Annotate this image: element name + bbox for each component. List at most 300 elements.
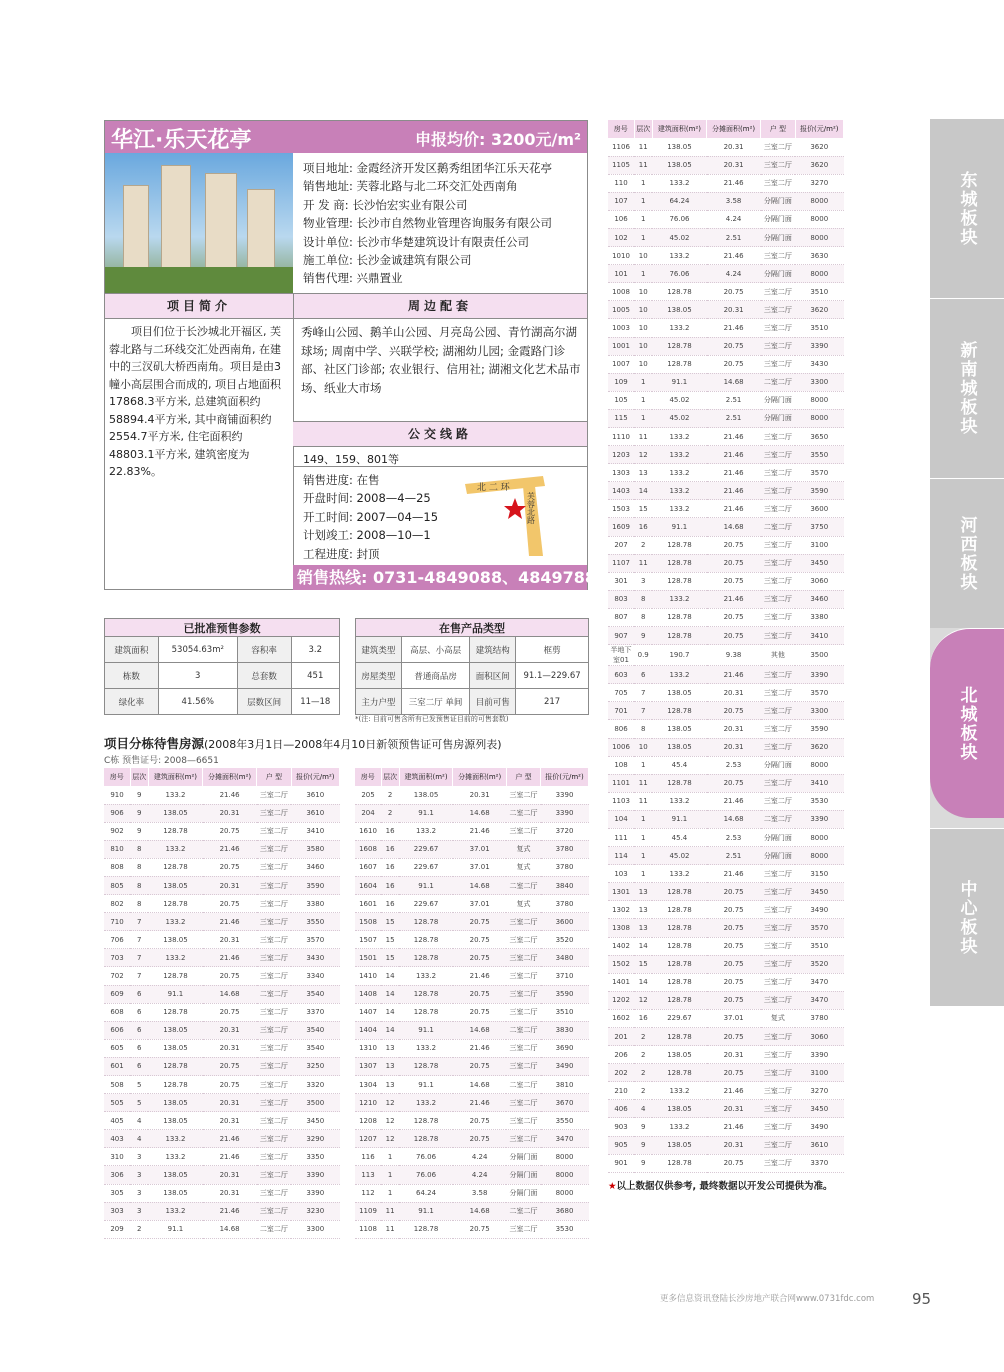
table-cell: 3490 <box>795 1118 843 1136</box>
table-cell: 91.1 <box>652 518 706 536</box>
nearby-header: 周边配套 <box>293 293 587 319</box>
table-cell: 3780 <box>795 1009 843 1027</box>
table-row <box>608 1100 844 1118</box>
table-row <box>608 590 844 608</box>
table-cell: 3480 <box>541 949 589 967</box>
table-cell: 2 <box>634 1028 652 1046</box>
table-cell: 3630 <box>795 247 843 265</box>
params-cell: 容积率 <box>237 637 291 663</box>
table-cell: 20.75 <box>203 967 257 985</box>
table-cell: 128.78 <box>399 913 453 931</box>
table-cell: 20.31 <box>707 138 761 156</box>
column-header: 层次 <box>130 768 148 786</box>
status-item: 计划竣工: 2008—10—1 <box>303 528 431 543</box>
table-cell: 45.02 <box>652 391 706 409</box>
page-number: 95 <box>912 1290 932 1308</box>
table-cell: 15 <box>634 500 652 518</box>
table-cell: 14 <box>381 1003 399 1021</box>
table-cell: 三室二厅 <box>257 1039 291 1057</box>
table-cell: 9 <box>130 786 148 804</box>
params-cell: 3 <box>158 663 237 689</box>
table-cell: 4 <box>130 1130 148 1148</box>
table-row <box>355 913 589 931</box>
table-cell: 138.05 <box>148 1021 202 1039</box>
tab-district-4[interactable]: 中心板块 <box>930 828 1004 1006</box>
table-row <box>355 858 589 876</box>
table-cell: 三室二厅 <box>257 840 291 858</box>
table-cell: 3490 <box>795 901 843 919</box>
table-cell: 2 <box>634 1046 652 1064</box>
table-cell: 21.46 <box>707 428 761 446</box>
table-cell: 8000 <box>795 409 843 427</box>
table-cell: 三室二厅 <box>761 1046 795 1064</box>
table-cell: 4.24 <box>707 265 761 283</box>
table-cell: 三室二厅 <box>257 895 291 913</box>
table-cell: 138.05 <box>652 1136 706 1154</box>
table-cell: 三室二厅 <box>506 985 540 1003</box>
table-cell: 20.75 <box>707 1064 761 1082</box>
table-cell: 13 <box>634 464 652 482</box>
table-cell: 14 <box>381 985 399 1003</box>
products-cell: 高层、小高层 <box>401 637 470 663</box>
location-map <box>465 476 585 556</box>
table-cell: 半地下室01 <box>608 645 634 666</box>
table-cell: 三室二厅 <box>761 973 795 991</box>
table-cell: 20.75 <box>453 1057 507 1075</box>
table-cell: 三室二厅 <box>761 319 795 337</box>
table-cell: 3390 <box>541 804 589 822</box>
table-cell: 三室二厅 <box>257 804 291 822</box>
products-cell: 房屋类型 <box>356 663 402 689</box>
table-row <box>608 792 844 810</box>
table-cell: 21.46 <box>707 446 761 464</box>
table-cell: 1303 <box>608 464 634 482</box>
table-cell: 三室二厅 <box>761 1082 795 1100</box>
table-cell: 1408 <box>355 985 381 1003</box>
table-row <box>104 1130 340 1148</box>
table-cell: 3550 <box>541 1112 589 1130</box>
table-cell: 37.01 <box>453 895 507 913</box>
table-row <box>608 702 844 720</box>
tab-district-1[interactable]: 新南城板块 <box>930 298 1004 478</box>
table-row <box>608 756 844 774</box>
table-cell: 128.78 <box>652 572 706 590</box>
project-price: 申报均价: 3200元/m² <box>414 130 581 149</box>
table-cell: 128.78 <box>652 702 706 720</box>
column-header: 报价(元/m²) <box>541 768 589 786</box>
table-cell: 113 <box>355 1166 381 1184</box>
table-row <box>608 991 844 1009</box>
table-row <box>608 572 844 590</box>
table-row <box>608 464 844 482</box>
table-row <box>608 973 844 991</box>
table-cell: 20.75 <box>707 608 761 626</box>
table-cell: 3610 <box>291 786 339 804</box>
table-cell: 1604 <box>355 876 381 894</box>
project-info-item: 物业管理: 长沙市自然物业管理咨询服务有限公司 <box>303 216 553 231</box>
table-cell: 15 <box>634 955 652 973</box>
table-cell: 128.78 <box>148 1057 202 1075</box>
table-cell: 3570 <box>795 684 843 702</box>
table-cell: 133.2 <box>652 666 706 684</box>
table-cell: 20.31 <box>707 720 761 738</box>
table-cell: 1 <box>634 756 652 774</box>
table-cell: 三室二厅 <box>761 554 795 572</box>
table-cell: 三室二厅 <box>506 1094 540 1112</box>
table-row <box>355 786 589 804</box>
table-cell: 分隔门面 <box>506 1148 540 1166</box>
table-cell: 1407 <box>355 1003 381 1021</box>
table-cell: 605 <box>104 1039 130 1057</box>
table-cell: 3500 <box>291 1094 339 1112</box>
footer-text: 更多信息资讯登陆长沙房地产联合网www.0731fdc.com <box>660 1294 875 1304</box>
map-road-furong: 芙蓉北路 <box>526 492 536 524</box>
table-cell: 101 <box>608 265 634 283</box>
table-cell: 128.78 <box>652 919 706 937</box>
table-cell: 107 <box>608 192 634 210</box>
tab-district-2[interactable]: 河西板块 <box>930 478 1004 628</box>
products-cell: 三室二厅 单间 <box>401 689 470 715</box>
table-cell: 133.2 <box>652 865 706 883</box>
table-cell: 133.2 <box>399 967 453 985</box>
table-cell: 205 <box>355 786 381 804</box>
table-cell: 3460 <box>795 590 843 608</box>
table-cell: 1 <box>634 810 652 828</box>
tab-district-3[interactable]: 北城板块 <box>930 628 1004 818</box>
table-cell: 7 <box>634 684 652 702</box>
column-header: 户 型 <box>257 768 291 786</box>
table-cell: 1302 <box>608 901 634 919</box>
table-cell: 3390 <box>795 666 843 684</box>
table-cell: 6 <box>634 666 652 684</box>
table-row <box>104 1021 340 1039</box>
table-cell: 二室二厅 <box>506 1076 540 1094</box>
table-cell: 8000 <box>795 756 843 774</box>
table-cell: 三室二厅 <box>761 991 795 1009</box>
table-row <box>355 1003 589 1021</box>
table-cell: 133.2 <box>399 822 453 840</box>
table-cell: 20.31 <box>707 1136 761 1154</box>
table-cell: 3590 <box>291 876 339 894</box>
table-cell: 133.2 <box>652 247 706 265</box>
table-cell: 复式 <box>506 858 540 876</box>
table-cell: 10 <box>634 301 652 319</box>
table-row <box>608 684 844 702</box>
table-cell: 209 <box>104 1220 130 1238</box>
table-cell: 3510 <box>541 1003 589 1021</box>
star-icon <box>504 498 526 519</box>
table-cell: 三室二厅 <box>257 1184 291 1202</box>
table-cell: 其他 <box>761 645 795 666</box>
table-cell: 3430 <box>795 355 843 373</box>
table-cell: 13 <box>381 1076 399 1094</box>
table-cell: 3610 <box>795 1136 843 1154</box>
sales-hotline: 销售热线: 0731-4849088、4849788 <box>293 565 587 590</box>
table-cell: 20.75 <box>707 702 761 720</box>
table-cell: 3410 <box>291 822 339 840</box>
table-row <box>608 174 844 192</box>
status-item: 销售进度: 在售 <box>303 473 380 487</box>
table-cell: 复式 <box>506 895 540 913</box>
project-info-item: 销售地址: 芙蓉北路与北二环交汇处西南角 <box>303 179 518 194</box>
table-cell: 三室二厅 <box>761 572 795 590</box>
table-cell: 91.1 <box>148 985 202 1003</box>
table-row <box>104 858 340 876</box>
table-cell: 110 <box>608 174 634 192</box>
table-cell: 128.78 <box>399 1112 453 1130</box>
table-cell: 91.1 <box>652 810 706 828</box>
table-row <box>355 804 589 822</box>
column-header: 房号 <box>608 120 634 138</box>
table-cell: 15 <box>381 913 399 931</box>
table-cell: 1601 <box>355 895 381 913</box>
table-cell: 三室二厅 <box>761 1136 795 1154</box>
table-cell: 3100 <box>795 1064 843 1082</box>
table-row <box>355 949 589 967</box>
table-cell: 138.05 <box>652 1100 706 1118</box>
table-cell: 910 <box>104 786 130 804</box>
table-cell: 9 <box>130 822 148 840</box>
table-cell: 1404 <box>355 1021 381 1039</box>
table-cell: 2 <box>634 1064 652 1082</box>
table-cell: 21.46 <box>707 1082 761 1100</box>
table-cell: 128.78 <box>652 774 706 792</box>
table-cell: 3540 <box>291 985 339 1003</box>
status-item: 工程进度: 封顶 <box>303 546 380 561</box>
table-cell: 8000 <box>795 391 843 409</box>
table-cell: 21.46 <box>203 840 257 858</box>
table-cell: 三室二厅 <box>761 247 795 265</box>
table-cell: 二室二厅 <box>761 373 795 391</box>
table-cell: 21.46 <box>203 1148 257 1166</box>
table-row <box>608 828 844 846</box>
table-cell: 3510 <box>795 937 843 955</box>
table-cell: 三室二厅 <box>761 901 795 919</box>
table-cell: 3390 <box>795 810 843 828</box>
table-cell: 1401 <box>608 973 634 991</box>
table-row <box>608 409 844 427</box>
table-row <box>608 428 844 446</box>
table-cell: 20.75 <box>203 1076 257 1094</box>
table-cell: 复式 <box>506 840 540 858</box>
project-intro: 项目们位于长沙城北开福区, 芙蓉北路与二环线交汇处西南角, 在建中的三汊矶大桥西南角。项目是由3幢小高层围合而成的, 项目占地面积17868.3平方米, 总建筑面积约58894.4平方米, 其中商铺面积约2554.7平方米, 住宅面积约48803.1平方米, 建筑密度为22.83%。 <box>109 325 281 478</box>
table-cell: 9 <box>634 1154 652 1172</box>
table-cell: 三室二厅 <box>506 949 540 967</box>
table-row <box>104 913 340 931</box>
table-cell: 20.75 <box>453 1003 507 1021</box>
table-cell: 128.78 <box>652 973 706 991</box>
table-cell: 8 <box>130 858 148 876</box>
table-cell: 3530 <box>795 792 843 810</box>
table-cell: 三室二厅 <box>506 967 540 985</box>
table-cell: 705 <box>608 684 634 702</box>
table-cell: 20.75 <box>707 283 761 301</box>
params-cell: 3.2 <box>291 637 339 663</box>
table-cell: 3300 <box>795 702 843 720</box>
table-cell: 3570 <box>291 931 339 949</box>
table-cell: 3290 <box>291 1130 339 1148</box>
table-cell: 三室二厅 <box>257 931 291 949</box>
table-cell: 1 <box>634 210 652 228</box>
table-cell: 108 <box>608 756 634 774</box>
table-cell: 1108 <box>355 1220 381 1238</box>
table-row <box>608 608 844 626</box>
table-cell: 138.05 <box>148 876 202 894</box>
table-row <box>608 210 844 228</box>
table-cell: 3520 <box>541 931 589 949</box>
column-header: 建筑面积(m²) <box>652 120 706 138</box>
params-cell: 451 <box>291 663 339 689</box>
table-cell: 21.46 <box>707 482 761 500</box>
table-cell: 分隔门面 <box>761 828 795 846</box>
table-row <box>355 1039 589 1057</box>
table-row <box>608 482 844 500</box>
table-cell: 三室二厅 <box>761 1028 795 1046</box>
table-cell: 1 <box>634 828 652 846</box>
table-cell: 三室二厅 <box>257 1094 291 1112</box>
table-cell: 3 <box>130 1202 148 1220</box>
table-cell: 20.75 <box>707 355 761 373</box>
table-cell: 三室二厅 <box>257 1057 291 1075</box>
table-cell: 1301 <box>608 883 634 901</box>
table-row <box>104 1094 340 1112</box>
table-row <box>355 1112 589 1130</box>
table-cell: 133.2 <box>399 1094 453 1112</box>
table-cell: 138.05 <box>399 786 453 804</box>
table-cell: 三室二厅 <box>761 482 795 500</box>
table-cell: 三室二厅 <box>761 608 795 626</box>
table-cell: 3620 <box>795 138 843 156</box>
table-cell: 20.75 <box>707 991 761 1009</box>
table-cell: 三室二厅 <box>506 822 540 840</box>
table-cell: 三室二厅 <box>761 355 795 373</box>
table-cell: 4.24 <box>453 1166 507 1184</box>
table-cell: 609 <box>104 985 130 1003</box>
table-cell: 分隔门面 <box>761 265 795 283</box>
table-cell: 3810 <box>541 1076 589 1094</box>
products-cell: 目前可售 <box>470 689 516 715</box>
products-cell: 91.1—229.67 <box>516 663 589 689</box>
table-cell: 三室二厅 <box>761 792 795 810</box>
table-cell: 三室二厅 <box>761 590 795 608</box>
table-cell: 15 <box>381 949 399 967</box>
table-cell: 128.78 <box>652 337 706 355</box>
table-cell: 3680 <box>541 1202 589 1220</box>
table-cell: 20.75 <box>707 973 761 991</box>
table-cell: 128.78 <box>148 895 202 913</box>
table-cell: 三室二厅 <box>257 913 291 931</box>
table-row <box>608 810 844 828</box>
table-row <box>355 1148 589 1166</box>
table-cell: 2.53 <box>707 828 761 846</box>
table-cell: 807 <box>608 608 634 626</box>
table-cell: 133.2 <box>652 792 706 810</box>
table-cell: 1602 <box>608 1009 634 1027</box>
table-cell: 三室二厅 <box>761 1100 795 1118</box>
table-cell: 三室二厅 <box>761 1118 795 1136</box>
table-cell: 8 <box>130 895 148 913</box>
table-cell: 128.78 <box>652 937 706 955</box>
table-cell: 8000 <box>541 1184 589 1202</box>
table-row <box>104 1220 340 1238</box>
table-cell: 3600 <box>541 913 589 931</box>
table-cell: 20.31 <box>203 876 257 894</box>
table-cell: 3.58 <box>453 1184 507 1202</box>
table-cell: 37.01 <box>707 1009 761 1027</box>
table-cell: 601 <box>104 1057 130 1075</box>
table-cell: 21.46 <box>453 1039 507 1057</box>
table-row <box>104 822 340 840</box>
table-cell: 3410 <box>795 774 843 792</box>
table-cell: 138.05 <box>652 684 706 702</box>
table-cell: 13 <box>381 1057 399 1075</box>
table-cell: 3500 <box>795 645 843 666</box>
table-cell: 20.75 <box>203 822 257 840</box>
table-cell: 1103 <box>608 792 634 810</box>
project-header <box>105 121 587 153</box>
table-cell: 三室二厅 <box>257 822 291 840</box>
table-cell: 三室二厅 <box>506 913 540 931</box>
table-cell: 91.1 <box>399 876 453 894</box>
table-cell: 3370 <box>795 1154 843 1172</box>
table-cell: 分隔门面 <box>761 391 795 409</box>
table-cell: 3830 <box>541 1021 589 1039</box>
table-cell: 三室二厅 <box>257 786 291 804</box>
table-cell: 三室二厅 <box>257 1130 291 1148</box>
table-cell: 1008 <box>608 283 634 301</box>
table-cell: 三室二厅 <box>761 627 795 645</box>
table-cell: 20.75 <box>707 536 761 554</box>
table-cell: 91.1 <box>399 1202 453 1220</box>
table-row <box>608 1082 844 1100</box>
table-row <box>355 1130 589 1148</box>
table-cell: 三室二厅 <box>506 931 540 949</box>
table-cell: 二室二厅 <box>506 876 540 894</box>
map-road-north: 北 二 环 <box>477 483 510 493</box>
table-cell: 20.75 <box>453 1112 507 1130</box>
listing-table-1 <box>104 768 340 1239</box>
table-row <box>608 919 844 937</box>
table-cell: 11 <box>634 428 652 446</box>
table-cell: 11 <box>634 774 652 792</box>
table-cell: 20.75 <box>203 895 257 913</box>
table-cell: 805 <box>104 876 130 894</box>
table-cell: 229.67 <box>399 895 453 913</box>
table-cell: 3550 <box>795 446 843 464</box>
table-row <box>104 895 340 913</box>
table-cell: 1507 <box>355 931 381 949</box>
table-cell: 14 <box>381 1021 399 1039</box>
table-cell: 606 <box>104 1021 130 1039</box>
table-row <box>104 1076 340 1094</box>
table-cell: 138.05 <box>652 138 706 156</box>
table-cell: 6 <box>130 985 148 1003</box>
table-cell: 905 <box>608 1136 634 1154</box>
table-cell: 9 <box>634 1136 652 1154</box>
table-cell: 三室二厅 <box>257 1166 291 1184</box>
table-cell: 806 <box>608 720 634 738</box>
table-row <box>608 1064 844 1082</box>
project-info-item: 开 发 商: 长沙怡宏实业有限公司 <box>303 197 468 212</box>
tab-district-0[interactable]: 东城板块 <box>930 118 1004 298</box>
table-row <box>104 1112 340 1130</box>
table-cell: 20.75 <box>707 1154 761 1172</box>
table-row <box>608 937 844 955</box>
table-row <box>608 847 844 865</box>
table-cell: 1609 <box>608 518 634 536</box>
table-cell: 21.46 <box>203 1202 257 1220</box>
table-cell: 21.46 <box>453 1094 507 1112</box>
